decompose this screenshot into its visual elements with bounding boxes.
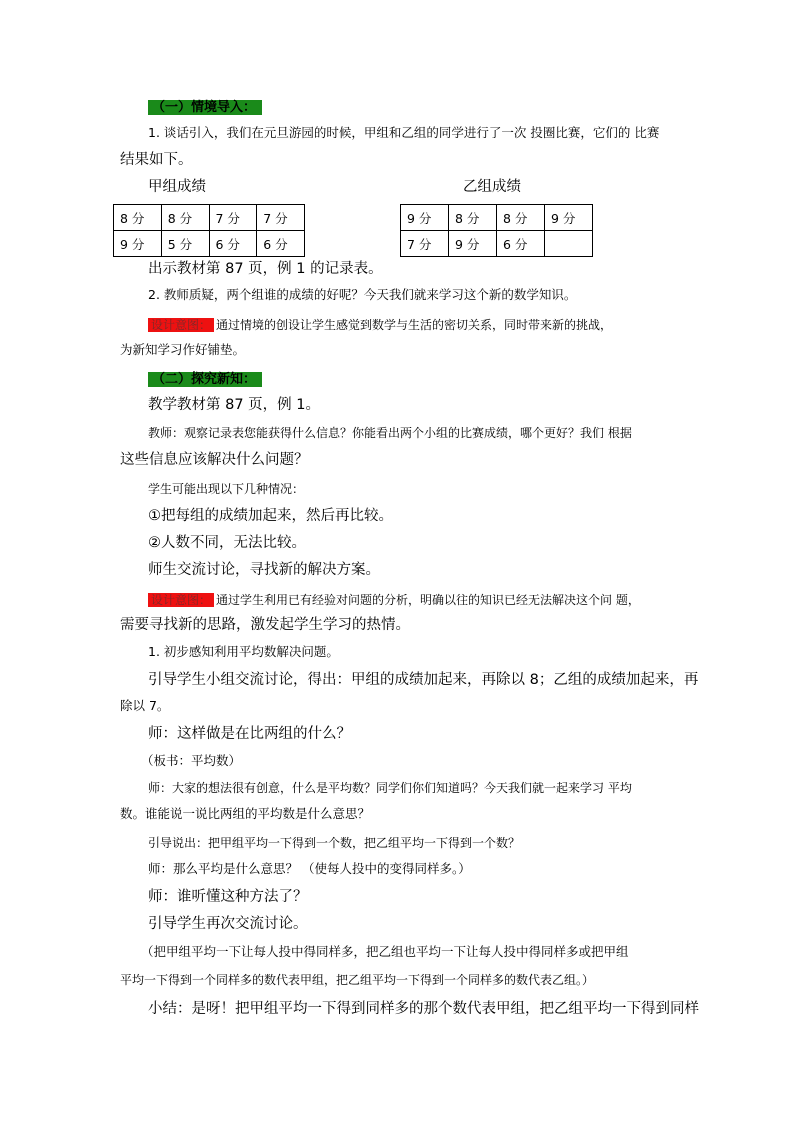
- design-intent-label: 设计意图：: [148, 593, 214, 607]
- parenthetical-line1: （把甲组平均一下让每人投中得同样多，把乙组也平均一下让每人投中得同样多或把甲组: [141, 944, 629, 959]
- teacher-who-understands: 师：谁听懂这种方法了？: [148, 889, 308, 905]
- design-intent-2: [148, 589, 640, 610]
- design-intent-text: 通过学生利用已有经验对问题的分析，明确以往的知识已经无法解决这个问 题，: [216, 593, 640, 607]
- table-cell: 9 分: [449, 231, 497, 257]
- table-cell: 5 分: [161, 231, 209, 257]
- summary-line: 小结：是呀！把甲组平均一下得到同样多的那个数代表甲组，把乙组平均一下得到同样: [148, 1001, 699, 1017]
- table-cell: 8 分: [497, 205, 545, 231]
- table-cell: 6 分: [497, 231, 545, 257]
- table-cell: 7 分: [257, 205, 305, 231]
- design-intent-1: [148, 314, 612, 335]
- teacher-ask-line: 师：这样做是在比两组的什么？: [148, 726, 351, 742]
- student-case-1: ①把每组的成绩加起来，然后再比较。: [148, 508, 393, 524]
- design-intent-label: 设计意图：: [148, 318, 214, 332]
- section2-heading: （二）探究新知：: [148, 368, 262, 389]
- teacher-average-meaning: 师：那么平均是什么意思？ （使每人投中的变得同样多。）: [148, 861, 471, 876]
- table-cell: 7 分: [401, 231, 449, 257]
- guide-discussion-line2: 除以 7。: [120, 698, 170, 713]
- table-row: [401, 231, 593, 257]
- student-case-2: ②人数不同，无法比较。: [148, 535, 306, 551]
- teach-textbook-line: 教学教材第 87 页，例 1。: [148, 397, 321, 413]
- paragraph-intro-line2: 结果如下。: [120, 152, 193, 168]
- teacher-question-line2: 这些信息应该解决什么问题？: [120, 452, 309, 468]
- table-cell: 9 分: [401, 205, 449, 231]
- table-row: [114, 205, 305, 231]
- score-table-group-a: [113, 204, 305, 257]
- table-cell: 6 分: [209, 231, 257, 257]
- parenthetical-line2: 平均一下得到一个同样多的数代表甲组，把乙组平均一下得到一个同样多的数代表乙组。）: [120, 973, 595, 987]
- paragraph-intro-line1: 1. 谈话引入，我们在元旦游园的时候，甲组和乙组的同学进行了一次 投圈比赛，它们的 比赛: [148, 125, 660, 140]
- guide-say-line: 引导说出：把甲组平均一下得到一个数，把乙组平均一下得到一个数？: [148, 836, 521, 850]
- table-row: [401, 205, 593, 231]
- teacher-explain-line1: 师：大家的想法很有创意，什么是平均数？同学们你们知道吗？今天我们就一起来学习 平均: [148, 781, 632, 795]
- step-1-heading: 1. 初步感知利用平均数解决问题。: [148, 644, 339, 659]
- design-intent-text: 通过情境的创设让学生感觉到数学与生活的密切关系，同时带来新的挑战，: [216, 318, 613, 332]
- table-b-title: 乙组成绩: [463, 179, 521, 195]
- table-cell: [545, 231, 593, 257]
- discussion-line: 师生交流讨论，寻找新的解决方案。: [148, 562, 380, 578]
- section1-heading: （一）情境导入：: [148, 96, 262, 117]
- teacher-explain-line2: 数。谁能说一说比两组的平均数是什么意思？: [120, 806, 371, 821]
- table-cell: 8 分: [449, 205, 497, 231]
- table-cell: 9 分: [545, 205, 593, 231]
- design-intent-1-line2: 为新知学习作好铺垫。: [120, 342, 246, 357]
- score-table-group-b: [400, 204, 593, 257]
- table-row: [114, 231, 305, 257]
- table-cell: 8 分: [161, 205, 209, 231]
- student-cases-intro: 学生可能出现以下几种情况：: [148, 482, 305, 496]
- guide-again-line: 引导学生再次交流讨论。: [148, 916, 308, 932]
- design-intent-2-line2: 需要寻找新的思路，激发起学生学习的热情。: [120, 617, 410, 633]
- board-note: （板书：平均数）: [141, 753, 242, 768]
- show-textbook-line: 出示教材第 87 页，例 1 的记录表。: [148, 261, 383, 277]
- table-a-title: 甲组成绩: [148, 179, 206, 195]
- teacher-question-line1: 教师：观察记录表您能获得什么信息？你能看出两个小组的比赛成绩，哪个更好？我们 根据: [148, 426, 632, 440]
- table-cell: 9 分: [114, 231, 162, 257]
- table-cell: 6 分: [257, 231, 305, 257]
- table-cell: 7 分: [209, 205, 257, 231]
- guide-discussion-line1: 引导学生小组交流讨论，得出：甲组的成绩加起来，再除以 8；乙组的成绩加起来，再: [148, 672, 699, 688]
- paragraph-question: 2. 教师质疑，两个组谁的成绩的好呢？今天我们就来学习这个新的数学知识。: [148, 287, 577, 302]
- table-cell: 8 分: [114, 205, 162, 231]
